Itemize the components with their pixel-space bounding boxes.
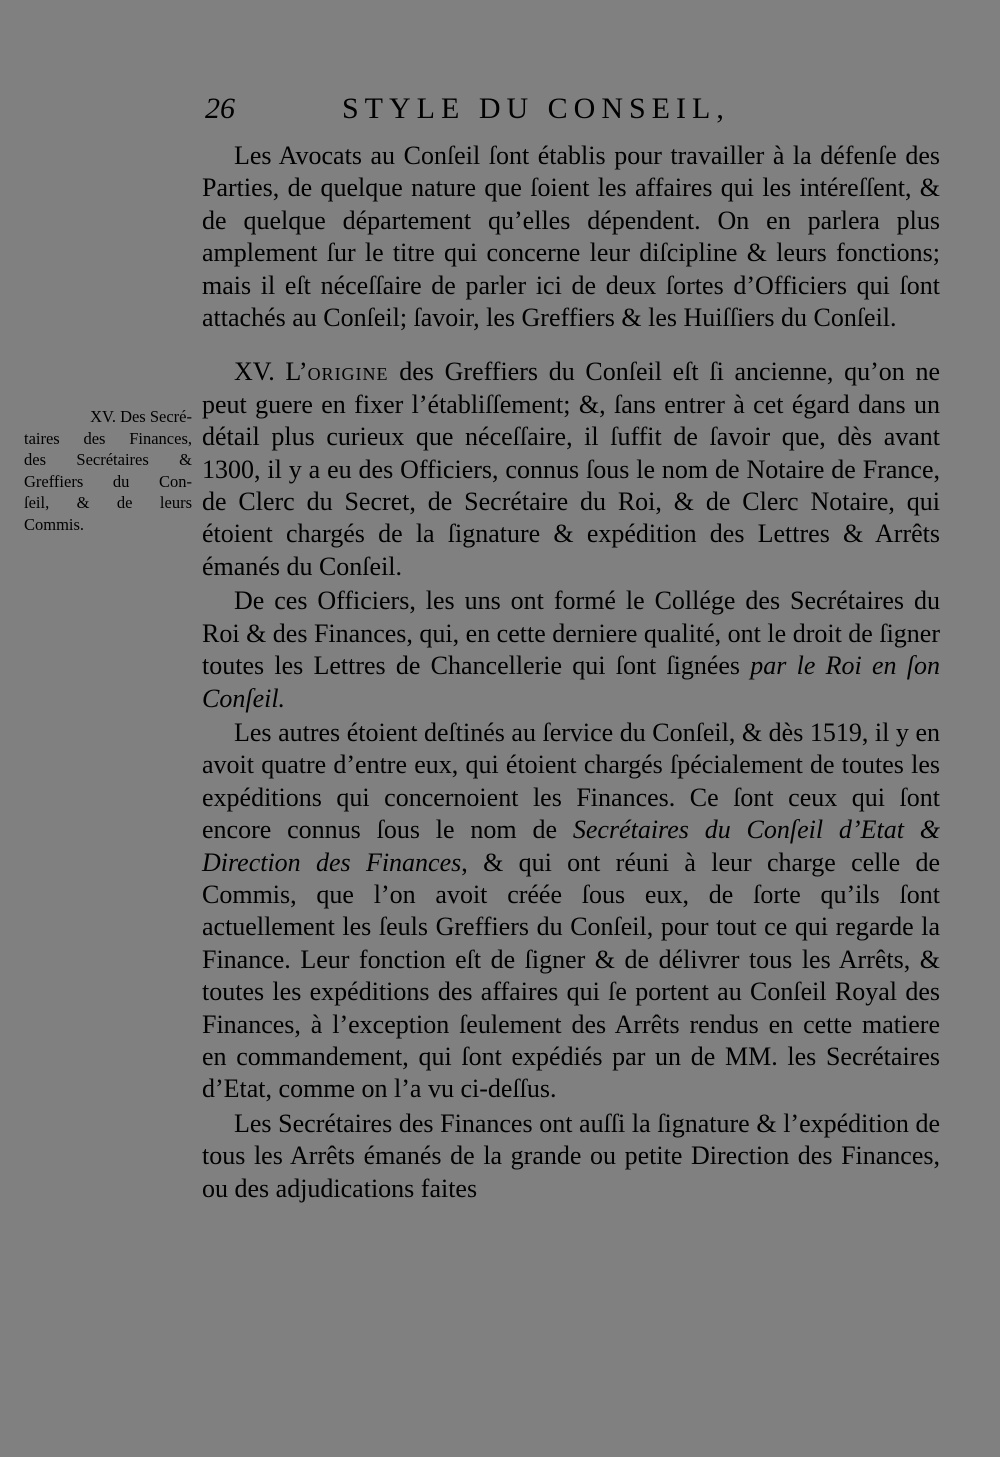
body-text xyxy=(202,140,940,1205)
paragraph-secretaires-conseil xyxy=(202,717,940,1106)
margin-note-line: ſeil, & de leurs xyxy=(24,493,192,512)
margin-note-line: XV. Des Secré- xyxy=(90,407,192,426)
running-title: STYLE DU CONSEIL, xyxy=(342,92,730,125)
page-header xyxy=(205,92,805,132)
margin-note-line: des Secrétaires & xyxy=(24,450,192,469)
page-number: 26 xyxy=(205,92,235,125)
paragraph-college xyxy=(202,585,940,715)
italic-phrase: Secrétaires du Conſeil d’Etat & Direction des Finances xyxy=(202,815,940,877)
paragraph-text: Les autres étoient deſtinés au ſervice du Conſeil, & dès 1519, il y en avoit quatre d’entre eux, qui étoient chargés ſpécialement de toutes les expéditions qui concernoient les Finances. Ce ſont ceux qui ſont encore connus ſous le nom de xyxy=(202,717,940,845)
paragraph-text: des Greffiers du Conſeil eſt ſi ancienne, qu’on ne peut guere en fixer l’établiſſement; &, ſans entrer à cet égard dans un détail plus curieux que néceſſaire, il ſuffit de ſavoir que, dès avant 1300, il y a eu des Officiers, connus ſous le nom de Notaire de France, de Clerc du Secret, de Secrétaire du Roi, & de Clerc Notaire, qui étoient chargés de la ſignature & expédition des Lettres & Arrêts émanés du Conſeil. xyxy=(202,357,940,581)
section-lead-word: origine xyxy=(307,357,389,387)
margin-note-line: Greffiers du Con- xyxy=(24,471,192,491)
section-number: XV. L’ xyxy=(234,357,308,387)
paragraph-secretaires-finances: Les Secrétaires des Finances ont auſſi la ſignature & l’expédition de tous les Arrêts émanés de la grande ou petite Direction des Finances, ou des adjudications faites xyxy=(202,1108,940,1203)
paragraph-avocats: Les Avocats au Conſeil ſont établis pour travailler à la défenſe des Parties, de quelque nature que ſoient les affaires qui les intéreſſent, & de quelque département qu’elles dépendent. On en parlera plus amplement ſur le titre qui concerne leur diſcipline & leurs fonctions; mais il eſt néceſſaire de parler ici de deux ſortes d’Officiers qui ſont attachés au Conſeil; ſavoir, les Greffiers & les Huiſſiers du Conſeil. xyxy=(202,141,940,333)
italic-phrase: par le Roi en ſon Conſeil. xyxy=(202,651,940,713)
margin-note-line: Commis. xyxy=(24,514,85,534)
margin-note xyxy=(24,406,192,535)
paragraph-section-xv xyxy=(202,356,940,583)
paragraph-text: De ces Officiers, les uns ont formé le Collége des Secrétaires du Roi & des Finances, qui, en cette derniere qualité, ont le droit de ſigner toutes les Lettres de Chancellerie qui ſont ſignées xyxy=(202,586,940,681)
margin-note-line: taires des Finances, xyxy=(24,428,192,448)
paragraph-text: , & qui ont réuni à leur charge celle de Commis, que l’on avoit créée ſous eux, de ſorte qu’ils ſont actuellement les ſeuls Greffiers du Conſeil, pour tout ce qui regarde la Finance. Leur fonction eſt de ſigner & de délivrer tous les Arrêts, & toutes les expéditions des affaires qui ſe portent au Conſeil Royal des Finances, à l’exception ſeulement des Arrêts rendus en cette matiere en commandement, qui ſont expédiés par un de MM. les Secrétaires d’Etat, comme on l’a vu ci-deſſus. xyxy=(202,847,940,1104)
